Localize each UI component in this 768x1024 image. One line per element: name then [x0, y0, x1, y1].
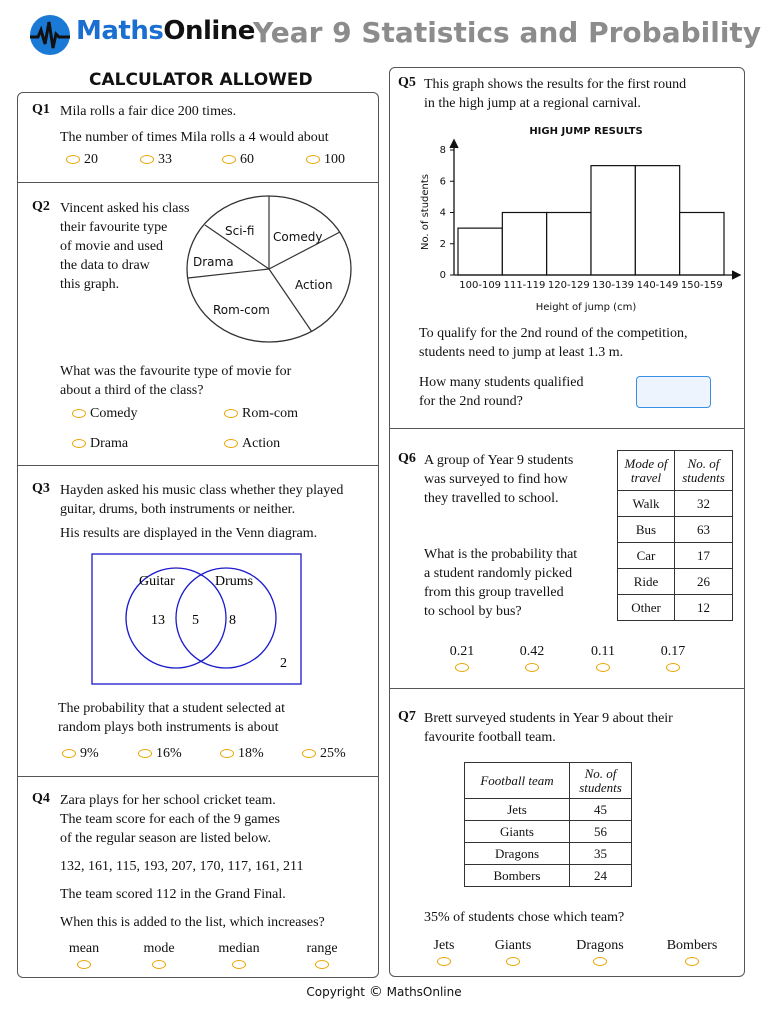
divider — [18, 776, 378, 777]
q7-text-2: favourite football team. — [424, 730, 556, 745]
chart-title: HIGH JUMP RESULTS — [529, 126, 643, 137]
travel-table — [617, 450, 733, 621]
venn-diagram — [91, 553, 303, 686]
venn-both: 5 — [192, 613, 199, 628]
q1-option-2[interactable]: 33 — [140, 152, 172, 168]
radio-icon[interactable] — [593, 957, 607, 966]
chart-bar-111-119 — [502, 213, 546, 276]
brand-online: Online — [163, 16, 255, 46]
q6-text-3: they travelled to school. — [424, 491, 559, 506]
q4-text-1: Zara plays for her school cricket team. — [60, 793, 276, 808]
radio-icon[interactable] — [506, 957, 520, 966]
q2-question-1: What was the favourite type of movie for — [60, 364, 292, 379]
pie-label-drama: Drama — [193, 255, 234, 269]
table-row: Ride 26 — [618, 569, 733, 595]
q6-option-1[interactable]: 0.21 — [442, 644, 482, 676]
mathsonline-logo-icon — [28, 14, 72, 56]
radio-icon[interactable] — [685, 957, 699, 966]
q3-question-2: random plays both instruments is about — [58, 720, 279, 735]
radio-icon[interactable] — [596, 663, 610, 672]
football-table — [464, 762, 632, 887]
chart-x-tick-label: 120-129 — [547, 280, 590, 291]
table-row: Bus 63 — [618, 517, 733, 543]
venn-label-guitar: Guitar — [139, 574, 175, 589]
table-header: Mode of travel — [618, 451, 675, 491]
q6-question-2: a student randomly picked — [424, 566, 573, 581]
q7-text-1: Brett surveyed students in Year 9 about their — [424, 711, 673, 726]
q3-text-2: guitar, drums, both instruments or neither. — [60, 502, 296, 517]
chart-bar-100-109 — [458, 228, 502, 275]
radio-icon[interactable] — [302, 749, 316, 758]
venn-only-drums: 8 — [229, 613, 236, 628]
q3-text-1: Hayden asked his music class whether they played — [60, 483, 344, 498]
radio-icon[interactable] — [232, 960, 246, 969]
chart-x-tick-label: 130-139 — [592, 280, 635, 291]
q2-option-comedy[interactable]: Comedy — [72, 406, 137, 422]
q3-option-2[interactable]: 16% — [138, 746, 182, 762]
high-jump-bar-chart — [414, 120, 744, 315]
q7-option-giants[interactable]: Giants — [488, 938, 538, 970]
pie-label-action: Action — [295, 278, 333, 292]
q7-option-dragons[interactable]: Dragons — [570, 938, 630, 970]
q4-text-3: of the regular season are listed below. — [60, 831, 271, 846]
table-row: Other 12 — [618, 595, 733, 621]
pie-label-scifi: Sci-fi — [225, 224, 255, 238]
q4-final: The team scored 112 in the Grand Final. — [60, 887, 286, 902]
q6-question-3: from this group travelled — [424, 585, 564, 600]
q1-option-4[interactable]: 100 — [306, 152, 345, 168]
chart-y-tick-label: 0 — [439, 270, 446, 281]
q5-answer-input[interactable] — [636, 376, 711, 408]
q3-text-3: His results are displayed in the Venn diagram. — [60, 526, 318, 541]
q2-text-4: the data to draw — [60, 258, 150, 273]
left-panel — [17, 92, 379, 978]
q3-number: Q3 — [32, 481, 50, 496]
q6-option-3[interactable]: 0.11 — [583, 644, 623, 676]
divider — [390, 428, 744, 429]
q5-number: Q5 — [398, 75, 416, 90]
chart-bar-130-139 — [591, 166, 635, 275]
q2-number: Q2 — [32, 199, 50, 214]
q6-number: Q6 — [398, 451, 416, 466]
radio-icon[interactable] — [72, 439, 86, 448]
radio-icon[interactable] — [222, 155, 236, 164]
pie-label-romcom: Rom-com — [213, 303, 270, 317]
divider — [18, 465, 378, 466]
radio-icon[interactable] — [224, 439, 238, 448]
radio-icon[interactable] — [455, 663, 469, 672]
radio-icon[interactable] — [138, 749, 152, 758]
radio-icon[interactable] — [315, 960, 329, 969]
q4-number: Q4 — [32, 791, 50, 806]
q6-question-4: to school by bus? — [424, 604, 522, 619]
table-row: Walk 32 — [618, 491, 733, 517]
q1-text-1: Mila rolls a fair dice 200 times. — [60, 104, 237, 119]
table-row: Bombers 24 — [465, 865, 632, 887]
radio-icon[interactable] — [77, 960, 91, 969]
radio-icon[interactable] — [66, 155, 80, 164]
chart-bar-120-129 — [547, 213, 591, 276]
q2-text-2: their favourite type — [60, 220, 168, 235]
venn-only-guitar: 13 — [151, 613, 165, 628]
chart-bar-140-149 — [635, 166, 679, 275]
q4-option-mean[interactable]: mean — [62, 941, 106, 973]
q6-text-2: was surveyed to find how — [424, 472, 568, 487]
q1-option-1[interactable]: 20 — [66, 152, 98, 168]
q2-question-2: about a third of the class? — [60, 383, 204, 398]
q5-text-2: in the high jump at a regional carnival. — [424, 96, 641, 111]
q4-option-median[interactable]: median — [214, 941, 264, 973]
pie-chart — [185, 195, 355, 345]
q4-option-mode[interactable]: mode — [137, 941, 181, 973]
q1-option-3[interactable]: 60 — [222, 152, 254, 168]
table-row: Giants 56 — [465, 821, 632, 843]
chart-y-tick-label: 8 — [439, 145, 446, 156]
q4-scores: 132, 161, 115, 193, 207, 170, 117, 161, 211 — [60, 859, 304, 874]
chart-x-tick-label: 111-119 — [503, 280, 546, 291]
q3-option-4[interactable]: 25% — [302, 746, 346, 762]
brand-maths: Maths — [76, 16, 164, 46]
q2-text-5: this graph. — [60, 277, 120, 292]
q5-question-1: How many students qualified — [419, 375, 584, 390]
radio-icon[interactable] — [224, 409, 238, 418]
copyright-text: Copyright — [306, 985, 365, 999]
q3-option-1[interactable]: 9% — [62, 746, 99, 762]
chart-x-tick-label: 100-109 — [459, 280, 502, 291]
q7-option-jets[interactable]: Jets — [422, 938, 466, 970]
header — [0, 0, 768, 64]
table-header: No. of students — [675, 451, 733, 491]
copyright-icon: © — [368, 984, 383, 1000]
page-title: Year 9 Statistics and Probability — [253, 16, 762, 49]
radio-icon[interactable] — [437, 957, 451, 966]
q5-qualify-2: students need to jump at least 1.3 m. — [419, 345, 624, 360]
chart-x-axis-arrow — [732, 271, 740, 279]
q5-question-2: for the 2nd round? — [419, 394, 523, 409]
chart-x-tick-label: 150-159 — [680, 280, 723, 291]
q1-text-2: The number of times Mila rolls a 4 would about — [60, 130, 329, 145]
radio-icon[interactable] — [72, 409, 86, 418]
q1-number: Q1 — [32, 102, 50, 117]
radio-icon[interactable] — [140, 155, 154, 164]
table-header: No. of students — [570, 763, 632, 799]
venn-neither: 2 — [280, 656, 287, 671]
chart-bar-150-159 — [680, 213, 724, 276]
radio-icon[interactable] — [62, 749, 76, 758]
chart-x-axis-label: Height of jump (cm) — [535, 302, 637, 313]
chart-y-axis-arrow — [450, 140, 458, 148]
footer — [0, 984, 768, 1000]
pie-label-comedy: Comedy — [273, 230, 323, 244]
calculator-allowed-label: CALCULATOR ALLOWED — [89, 70, 313, 90]
q4-text-2: The team score for each of the 9 games — [60, 812, 281, 827]
divider — [390, 688, 744, 689]
radio-icon[interactable] — [525, 663, 539, 672]
radio-icon[interactable] — [152, 960, 166, 969]
q4-question: When this is added to the list, which increases? — [60, 915, 325, 930]
q4-option-range[interactable]: range — [297, 941, 347, 973]
right-panel — [389, 67, 745, 977]
table-row: Jets 45 — [465, 799, 632, 821]
q7-question: 35% of students chose which team? — [424, 910, 625, 925]
q3-option-3[interactable]: 18% — [220, 746, 264, 762]
q7-option-bombers[interactable]: Bombers — [660, 938, 724, 970]
table-header: Football team — [465, 763, 570, 799]
q6-option-4[interactable]: 0.17 — [653, 644, 693, 676]
chart-y-tick-label: 4 — [439, 207, 446, 219]
q2-option-romcom[interactable]: Rom-com — [224, 406, 298, 422]
chart-y-tick-label: 2 — [439, 238, 446, 250]
q6-option-2[interactable]: 0.42 — [512, 644, 552, 676]
q5-text-1: This graph shows the results for the first round — [424, 77, 687, 92]
q3-question-1: The probability that a student selected at — [58, 701, 286, 716]
brand-name — [76, 16, 255, 46]
table-row: Dragons 35 — [465, 843, 632, 865]
q2-option-drama[interactable]: Drama — [72, 436, 128, 452]
q2-text-3: of movie and used — [60, 239, 164, 254]
divider — [18, 182, 378, 183]
chart-y-tick-label: 6 — [439, 176, 446, 188]
q5-qualify-1: To qualify for the 2nd round of the competition, — [419, 326, 688, 341]
q6-question-1: What is the probability that — [424, 547, 578, 562]
radio-icon[interactable] — [220, 749, 234, 758]
footer-brand: MathsOnline — [386, 985, 462, 999]
chart-y-axis-label: No. of students — [420, 173, 431, 251]
radio-icon[interactable] — [666, 663, 680, 672]
q2-text-1: Vincent asked his class — [60, 201, 190, 216]
radio-icon[interactable] — [306, 155, 320, 164]
chart-x-tick-label: 140-149 — [636, 280, 679, 291]
table-row: Car 17 — [618, 543, 733, 569]
q7-number: Q7 — [398, 709, 416, 724]
venn-label-drums: Drums — [215, 574, 254, 589]
q2-option-action[interactable]: Action — [224, 436, 280, 452]
q6-text-1: A group of Year 9 students — [424, 453, 574, 468]
